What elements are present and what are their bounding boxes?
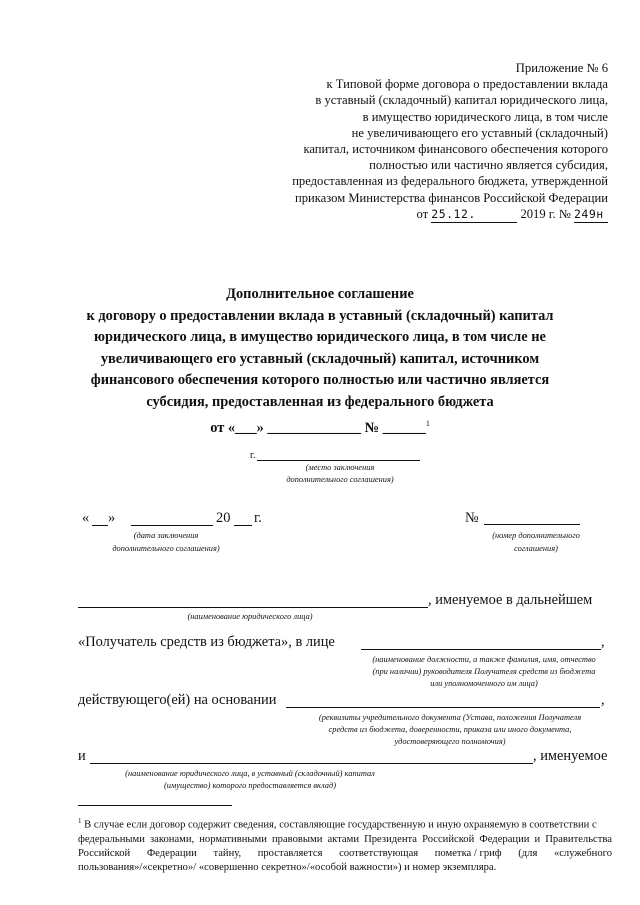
place-line [257,460,420,461]
footnote-word: законами, [149,833,195,845]
recipient-line [361,649,601,650]
date-caption-2: дополнительного соглашения) [112,544,220,553]
appendix-line: капитал, источником финансового обеспечения которого [303,142,608,157]
basis-caption-1: (реквизиты учредительного документа (Устава, положения Получателя [318,713,582,722]
title-line: к договору о предоставлении вклада в уставный (складочный) капитал [86,307,554,324]
title-line: юридического лица, в имущество юридического лица, в том числе не [94,329,546,345]
appendix-line: Приложение № 6 [515,61,608,75]
footnote-mark: 1 [78,817,82,825]
footnote [78,814,612,875]
footnote-line-2 [78,833,612,847]
footnote-word: (для [518,847,538,859]
footnote-word: федеральными [78,833,145,845]
appendix-line: полностью или частично является субсидия, [369,158,608,173]
recipient-caption-2: (при наличии) руководителя Получателя средств из бюджета [372,667,596,676]
place-caption-2: дополнительного соглашения) [286,475,394,484]
recipient-suffix: , [601,634,605,650]
title-from-line [60,413,580,439]
from-date-number: от «___» _____________ № ______ [210,419,426,436]
place-caption-1: (место заключения [305,463,375,472]
basis-caption-2: средств из бюджета, доверенности, приказа или иного документа, [328,725,572,734]
date-quote-open: « [82,510,90,526]
date-caption-1: (дата заключения [133,531,199,540]
second-party-caption-1: (наименование юридического лица, в уставный (складочный) капитал [125,769,375,778]
recipient-caption-1: (наименование должности, а также фамилия, имя, отчество [372,655,596,664]
number-sign: № [465,510,479,526]
appendix-line: в имущество юридического лица, в том числе [362,109,608,124]
appendix-line: предоставленная из федерального бюджета, утвержденной [292,174,608,189]
order-date-prefix: от [416,206,429,221]
footnote-text-1: В случае если договор содержит сведения, составляющие государственную и иную охраняемую в соответствии с [84,819,597,831]
appendix-line: к Типовой форме договора о предоставлении вклада [326,77,608,92]
number-caption-1: (номер дополнительного [492,531,580,540]
footnote-line-4: пользования»/«секретно»/ «совершенно секретно»/«особой важности») и номер экземпляра. [78,861,497,873]
title-line: финансового обеспечения которого полностью или частично является [90,372,550,388]
footnote-mark: 1 [425,419,430,428]
date-quote-close: » [108,510,116,526]
footnote-word: Президента [364,833,417,845]
footnote-word: Федерации [479,833,530,845]
footnote-word: Российской [422,833,475,845]
agreement-title [60,284,580,439]
footnote-word: Российской [78,847,131,859]
footnote-word: актами [327,833,360,845]
appendix-line: не увеличивающего его уставный (складочный) [351,125,608,140]
appendix-line: в уставный (складочный) капитал юридического лица, [315,93,608,108]
legal-entity-line [78,607,428,608]
recipient-prefix: «Получатель средств из бюджета», в лице [78,634,335,650]
footnote-word: пометка / гриф [434,847,502,859]
title-line: Дополнительное соглашение [226,286,414,302]
second-party-suffix: , именуемое [533,748,608,764]
legal-entity-suffix: , именуемое в дальнейшем [428,592,593,608]
second-party-line [90,763,533,764]
second-party-caption-2: (имущество) которого предоставляется вклад) [163,781,337,790]
date-year-suffix: г. [254,510,262,526]
footnote-word: правовыми [271,833,323,845]
number-line [484,524,580,525]
basis-caption-3: удостоверяющего полномочия) [394,737,506,746]
order-number-value: 249н [574,206,608,223]
footnote-word: проставляется [257,847,323,859]
order-date-value: 25.12. [431,206,517,223]
legal-entity-caption: (наименование юридического лица) [187,612,313,621]
basis-prefix: действующего(ей) на основании [78,692,277,708]
date-day-line [92,525,108,526]
footnote-word: тайну, [213,847,242,859]
title-line: субсидия, предоставленная из федерального бюджета [146,393,494,410]
footnote-word: и [534,833,541,845]
footnote-line-3 [78,847,612,861]
title-line: увеличивающего его уставный (складочный) капитал, источником [100,350,540,367]
footnote-word: Правительства [545,833,612,845]
appendix-line: приказом Министерства финансов Российской Федерации [294,190,608,205]
appendix-header [278,60,608,223]
footnote-line-1 [78,814,612,833]
footnote-word: «служебного [553,847,612,859]
number-caption-2: соглашения) [514,544,558,553]
footnote-word: Федерации [146,847,197,859]
place-prefix: г. [250,450,256,461]
second-party-prefix: и [78,748,86,764]
date-year-line [234,525,252,526]
appendix-order-date [278,206,608,223]
basis-suffix: , [601,692,605,708]
recipient-caption-3: или уполномоченного им лица) [430,679,538,688]
date-year-prefix: 20 [216,510,231,526]
footnote-word: соответствующая [339,847,419,859]
basis-line [286,707,600,708]
date-month-line [131,525,213,526]
footnote-word: нормативными [199,833,267,845]
order-year-number: 2019 г. № [520,206,571,221]
footnote-separator [78,805,232,806]
